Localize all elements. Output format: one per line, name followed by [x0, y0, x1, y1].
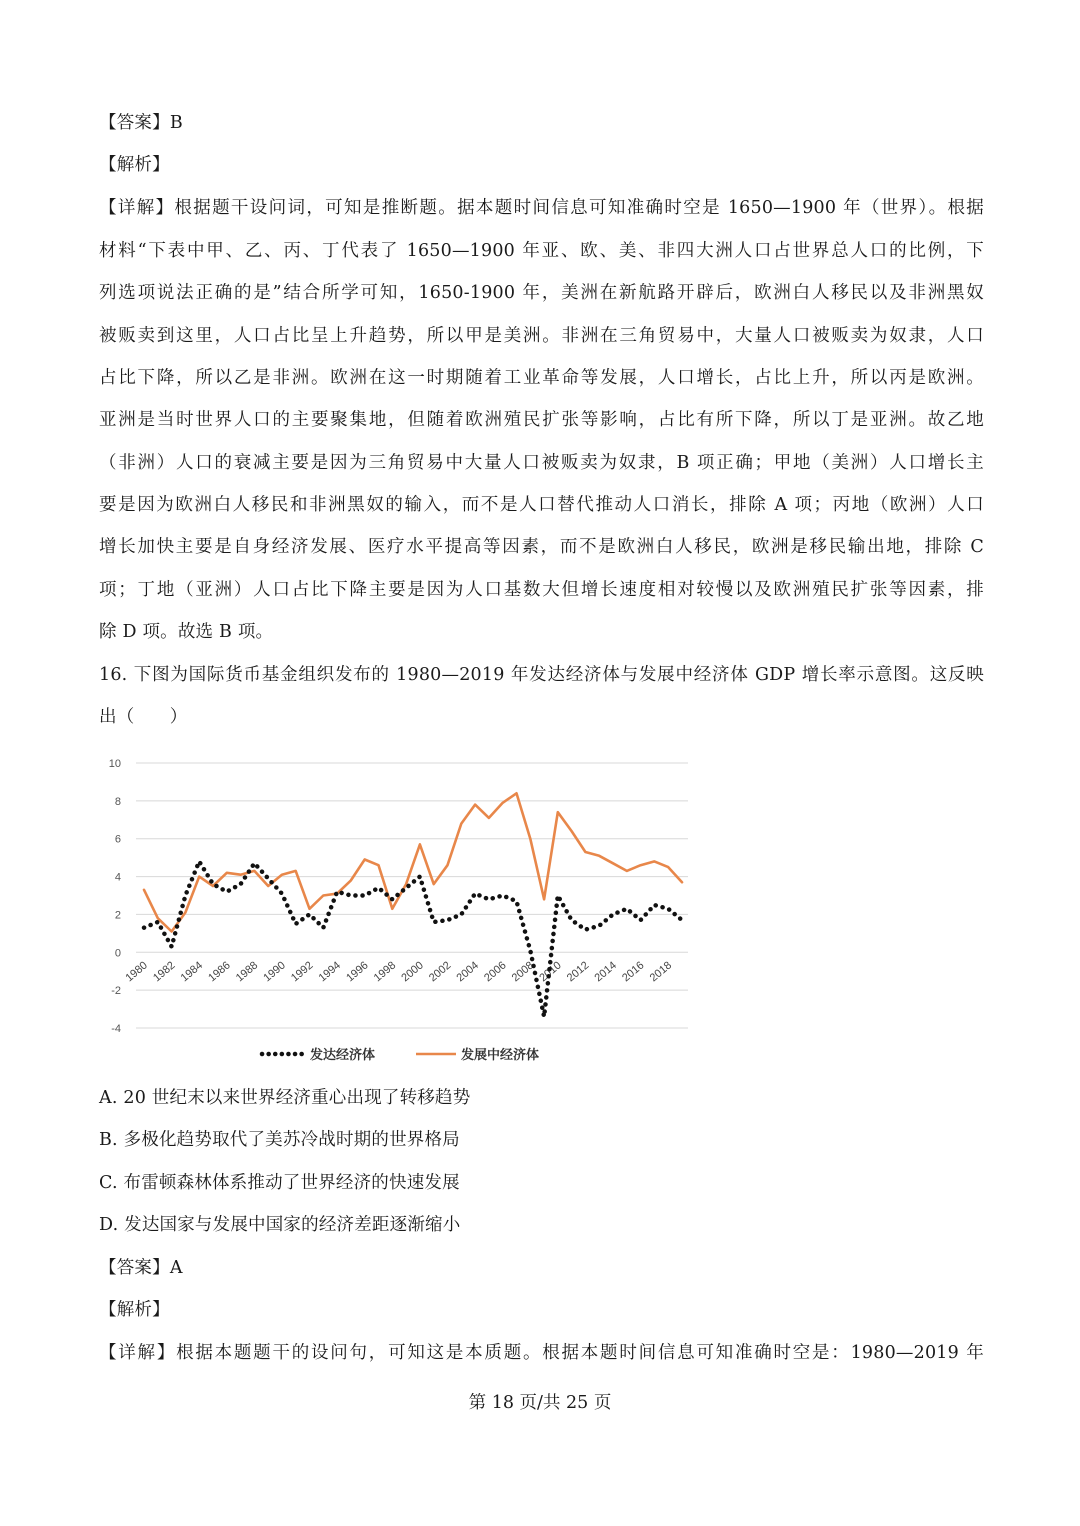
- x-tick-label: 1998: [371, 959, 399, 985]
- x-tick-label: 2002: [426, 959, 454, 985]
- series-line-developed: [144, 861, 682, 1016]
- detail-line: 项；丁地（亚洲）人口占比下降主要是因为人口基数大但增长速度相对较慢以及欧洲殖民扩张等因素，排: [99, 580, 984, 600]
- detail-label: 【详解】: [99, 198, 175, 218]
- x-tick-label: 2000: [399, 959, 426, 985]
- option-c[interactable]: C. 布雷顿森林体系推动了世界经济的快速发展: [99, 1173, 460, 1193]
- option-b[interactable]: B. 多极化趋势取代了美苏冷战时期的世界格局: [99, 1130, 460, 1150]
- x-tick-label: 1986: [206, 959, 233, 985]
- x-tick-label: 1988: [233, 959, 261, 985]
- answer-label: 【答案】: [99, 113, 170, 133]
- analysis-label-1: [99, 150, 984, 180]
- x-tick-label: 2016: [620, 959, 647, 985]
- chart-x-ticks: [123, 959, 674, 984]
- series-line-developing: [144, 793, 682, 931]
- x-tick-label: 2018: [647, 959, 675, 985]
- detail-line: 列选项说法正确的是”结合所学可知，1650-1900 年，美洲在新航路开辟后，欧洲白人移民以及非洲黑奴: [99, 283, 984, 303]
- y-tick-label: -4: [111, 1023, 121, 1035]
- chart-legend: [262, 1047, 539, 1062]
- x-tick-label: 2008: [509, 959, 537, 985]
- chart-gridlines: [136, 763, 688, 1028]
- detail-line: 占比下降，所以乙是非洲。欧洲在这一时期随着工业革命等发展，人口增长，占比上升，所以丙是欧洲。: [99, 368, 984, 388]
- answer-line-2: [99, 1253, 984, 1283]
- detail-line: 材料“下表中甲、乙、丙、丁代表了 1650—1900 年亚、欧、美、非四大洲人口占世界总人口的比例，下: [99, 241, 984, 261]
- answer-line-1: [99, 108, 984, 138]
- y-tick-label: 0: [114, 947, 121, 960]
- detail-line: 【详解】根据题干设问词，可知是推断题。据本题时间信息可知准确时空是 1650—1900 年（世界）。根据: [99, 198, 984, 218]
- detail-line: 被贩卖到这里，人口占比呈上升趋势，所以甲是美洲。非洲在三角贸易中，大量人口被贩卖为奴隶，人口: [99, 326, 984, 346]
- x-tick-label: 2014: [592, 959, 619, 985]
- x-tick-label: 2004: [454, 959, 482, 985]
- question-text-cont: 出（ ）: [99, 707, 188, 727]
- question-text: 16. 下图为国际货币基金组织发布的 1980—2019 年发达经济体与发展中经济体 GDP 增长率示意图。这反映: [99, 665, 984, 685]
- y-tick-label: 4: [114, 871, 121, 884]
- y-tick-label: 2: [114, 909, 121, 922]
- x-tick-label: 2006: [482, 959, 509, 985]
- x-tick-label: 1990: [261, 959, 288, 985]
- option-d[interactable]: D. 发达国家与发展中国家的经济差距逐渐缩小: [99, 1215, 461, 1235]
- chart-y-ticks: [109, 758, 121, 1035]
- x-tick-label: 2012: [564, 959, 592, 985]
- y-tick-label: -2: [111, 985, 121, 998]
- detail-line-2: 【详解】根据本题题干的设问句，可知这是本质题。根据本题时间信息可知准确时空是：1980—2019 年: [99, 1343, 984, 1363]
- detail-label: 【详解】: [99, 1343, 177, 1363]
- detail-line: （非洲）人口的衰减主要是因为三角贸易中大量人口被贩卖为奴隶，B 项正确；甲地（美洲）人口增长主: [99, 453, 984, 473]
- x-tick-label: 1984: [178, 959, 206, 985]
- x-tick-label: 1982: [151, 959, 178, 985]
- gdp-growth-chart: [100, 748, 700, 1078]
- y-tick-label: 6: [114, 833, 121, 846]
- answer-value: A: [169, 1258, 183, 1278]
- x-tick-label: 1980: [123, 959, 150, 985]
- detail-line: 要是因为欧洲白人移民和非洲黑奴的输入，而不是人口替代推动人口消长，排除 A 项；丙地（欧洲）人口: [99, 495, 984, 515]
- analysis-label: 【解析】: [99, 155, 170, 175]
- option-a[interactable]: A. 20 世纪末以来世界经济重心出现了转移趋势: [99, 1088, 471, 1108]
- x-tick-label: 2010: [537, 959, 564, 985]
- legend-label-developing: 发展中经济体: [461, 1047, 540, 1062]
- detail-line: 亚洲是当时世界人口的主要聚集地，但随着欧洲殖民扩张等影响，占比有所下降，所以丁是亚洲。故乙地: [99, 410, 984, 430]
- x-tick-label: 1996: [344, 959, 371, 985]
- analysis-label: 【解析】: [99, 1300, 170, 1320]
- detail-line: 增长加快主要是自身经济发展、医疗水平提高等因素，而不是欧洲白人移民，欧洲是移民输出地，排除 C: [99, 537, 984, 557]
- y-tick-label: 8: [114, 795, 121, 808]
- y-tick-label: 10: [108, 758, 121, 770]
- detail-line: 除 D 项。故选 B 项。: [99, 622, 274, 642]
- legend-label-developed: 发达经济体: [310, 1047, 376, 1062]
- answer-value: B: [169, 113, 183, 133]
- analysis-label-2: [99, 1295, 984, 1325]
- answer-label: 【答案】: [99, 1258, 170, 1278]
- page-number: 第 18 页/共 25 页: [468, 1393, 612, 1413]
- x-tick-label: 1994: [316, 959, 344, 985]
- x-tick-label: 1992: [288, 959, 316, 985]
